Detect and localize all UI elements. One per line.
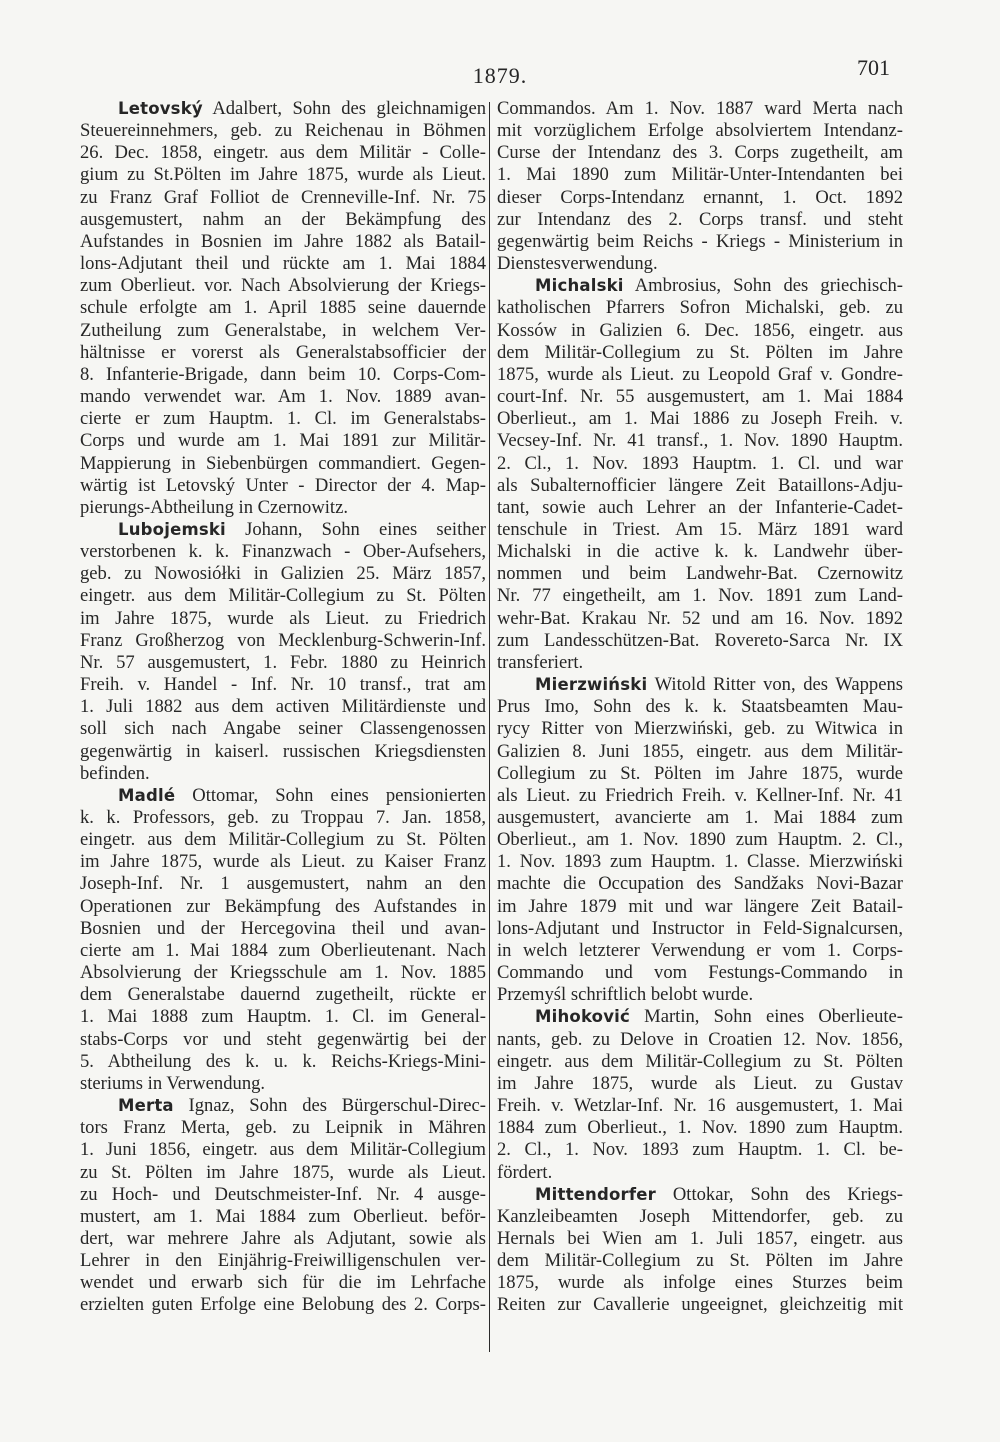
text-line <box>497 342 903 364</box>
line-text: eingetr. aus dem Militär-Collegium zu St. Pölten <box>80 829 486 851</box>
line-text: mando verwendet war. Am 1. Nov. 1889 avan- <box>80 386 486 408</box>
line-text: cierte am 1. Mai 1884 zum Oberlieutenant. Nach <box>80 939 486 961</box>
text-line <box>80 142 486 164</box>
text-line <box>497 475 903 497</box>
entry-first-line <box>80 785 486 807</box>
text-line <box>497 962 903 984</box>
text-line <box>80 1294 486 1316</box>
line-text: wendet und erwarb sich für die im Lehrfache <box>80 1272 486 1294</box>
text-line <box>80 896 486 918</box>
text-line <box>497 563 903 585</box>
line-text: cierte er zum Hauptm. 1. Cl. im Generalstabs- <box>80 408 486 430</box>
text-line <box>497 297 903 319</box>
line-text: 5. Abtheilung des k. u. k. Reichs-Kriegs-Mini- <box>80 1050 486 1072</box>
line-text: Johann, Sohn eines seither <box>225 518 486 540</box>
line-text: Oberlieut., am 1. Nov. 1890 zum Hauptm. 2. Cl., <box>497 829 903 851</box>
line-text: eingetr. aus dem Militär-Collegium zu St. Pölten <box>80 585 486 607</box>
line-text: zu Franz Graf Folliot de Crenneville-Inf. Nr. 75 <box>80 186 486 208</box>
line-text: 1. Mai 1888 zum Hauptm. 1. Cl. im General- <box>80 1006 486 1028</box>
text-line <box>80 696 486 718</box>
text-line <box>497 918 903 940</box>
text-line <box>497 408 903 430</box>
text-line <box>497 829 903 851</box>
line-text: fördert. <box>497 1161 553 1183</box>
line-text: ausgemustert, avancierte am 1. Mai 1884 zum <box>497 807 903 828</box>
text-line <box>80 763 486 785</box>
text-line <box>80 741 486 763</box>
text-line <box>497 940 903 962</box>
text-line <box>80 320 486 342</box>
text-line <box>497 120 903 142</box>
entry-name: Mihoković <box>535 1007 631 1027</box>
line-text: Martin, Sohn eines Oberlieute- <box>630 1006 903 1028</box>
line-text: nommen und beim Landwehr-Bat. Czernowitz <box>497 563 903 585</box>
text-line <box>497 585 903 607</box>
line-text: erzielten guten Erfolge eine Belobung des 2. Corps- <box>80 1294 486 1316</box>
text-line <box>497 1095 903 1117</box>
line-text: 26. Dec. 1858, eingetr. aus dem Militär - Colle- <box>80 142 486 164</box>
text-line <box>80 497 486 519</box>
line-text: wehr-Bat. Krakau Nr. 52 und am 16. Nov. 1892 <box>497 607 903 629</box>
line-text: Operationen zur Bekämpfung des Aufstandes in <box>80 895 486 917</box>
line-text: tant, sowie auch Lehrer an der Infanterie-Cadet- <box>497 496 903 518</box>
text-line <box>80 1006 486 1028</box>
line-text: zur Intendanz des 2. Corps transf. und steht <box>497 208 903 230</box>
text-line <box>497 1250 903 1272</box>
text-line <box>497 873 903 895</box>
entry-name: Letovský <box>118 99 203 118</box>
text-line <box>497 1117 903 1139</box>
line-text: Ambrosius, Sohn des griechisch- <box>623 275 903 297</box>
line-text: 1875, wurde als Lieut. zu Leopold Graf v. Gondre- <box>497 363 903 385</box>
line-text: Nr. 77 eingetheilt, am 1. Nov. 1891 zum Land- <box>497 585 903 607</box>
line-text: schule erfolgte am 1. April 1885 seine dauernde <box>80 297 486 319</box>
text-line <box>80 851 486 873</box>
line-text: 2. Cl., 1. Nov. 1893 zum Hauptm. 1. Cl. be- <box>497 1139 903 1161</box>
line-text: Ottokar, Sohn des Kriegs- <box>655 1183 903 1205</box>
text-line <box>80 718 486 740</box>
entry-first-line <box>497 1006 903 1028</box>
line-text: Kossów in Galizien 6. Dec. 1856, eingetr. aus <box>497 319 903 341</box>
line-text: tenschule in Triest. Am 15. März 1891 ward <box>497 518 903 540</box>
text-line <box>497 896 903 918</box>
line-text: Oberlieut., am 1. Mai 1886 zu Joseph Freih. v. <box>497 408 903 430</box>
line-text: zu St. Pölten im Jahre 1875, wurde als Lieut. <box>80 1161 486 1183</box>
line-text: rycy Ritter von Mierzwiński, geb. zu Witwica in <box>497 718 903 740</box>
line-text: Corps und wurde am 1. Mai 1891 zur Militär- <box>80 430 486 452</box>
text-line <box>497 984 903 1006</box>
line-text: steriums in Verwendung. <box>80 1072 266 1094</box>
line-text: 2. Cl., 1. Nov. 1893 Hauptm. 1. Cl. und war <box>497 452 903 474</box>
text-line <box>497 430 903 452</box>
entry-name: Michalski <box>535 276 624 296</box>
text-line <box>497 453 903 475</box>
line-text: 1. Mai 1890 zum Militär-Unter-Intendanten bei <box>497 164 903 186</box>
entry-name: Mittendorfer <box>535 1184 656 1204</box>
entry-first-line <box>497 674 903 696</box>
text-line <box>80 1184 486 1206</box>
line-text: Prus Imo, Sohn des k. k. Staatsbeamten Mau- <box>497 696 903 718</box>
line-text: im Jahre 1875, wurde als Lieut. zu Friedrich <box>80 607 486 629</box>
line-text: Steuereinnehmers, geb. zu Reichenau in Böhmen <box>80 120 486 142</box>
line-text: dert, war mehrere Jahre als Adjutant, sowie als <box>80 1227 486 1249</box>
line-text: soll sich nach Angabe seiner Classengenossen <box>80 718 486 740</box>
text-line <box>80 630 486 652</box>
entry-first-line <box>80 519 486 541</box>
line-text: im Jahre 1875, wurde als Lieut. zu Gustav <box>497 1072 903 1094</box>
text-line <box>497 142 903 164</box>
text-line <box>497 1272 903 1294</box>
line-text: Collegium zu St. Pölten im Jahre 1875, wurde <box>497 762 903 784</box>
text-line <box>80 164 486 186</box>
line-text: zum Oberlieut. vor. Nach Absolvierung der Kriegs- <box>80 275 486 297</box>
line-text: tors Franz Merta, geb. zu Leipnik in Mähren <box>80 1117 486 1139</box>
text-line <box>80 940 486 962</box>
line-text: court-Inf. Nr. 55 ausgemustert, am 1. Mai 1884 <box>497 386 903 408</box>
text-line <box>80 231 486 253</box>
text-line <box>80 475 486 497</box>
text-line <box>80 1206 486 1228</box>
text-line <box>80 253 486 275</box>
text-line <box>497 1139 903 1161</box>
line-text: 1. Juni 1856, eingetr. aus dem Militär-Collegium <box>80 1139 486 1161</box>
text-line <box>80 342 486 364</box>
line-text: pierungs-Abtheilung in Czernowitz. <box>80 496 349 518</box>
text-line <box>80 807 486 829</box>
line-text: Commandos. Am 1. Nov. 1887 ward Merta nach <box>497 98 903 119</box>
text-line <box>80 918 486 940</box>
text-line <box>80 120 486 142</box>
line-text: Lehrer in den Einjährig-Freiwilligenschulen ver- <box>80 1250 486 1272</box>
text-line <box>80 984 486 1006</box>
line-text: Hernals bei Wien am 1. Juli 1857, eingetr. aus <box>497 1227 903 1249</box>
text-line <box>80 962 486 984</box>
entry-first-line <box>80 98 486 120</box>
column-divider <box>489 102 490 1352</box>
line-text: nants, geb. zu Delove in Croatien 12. Nov. 1856, <box>497 1028 903 1050</box>
text-line <box>497 741 903 763</box>
text-line <box>80 674 486 696</box>
text-line <box>497 1228 903 1250</box>
text-line <box>80 1272 486 1294</box>
line-text: Zutheilung zum Generalstabe, in welchem Ver- <box>80 319 486 341</box>
text-line <box>497 718 903 740</box>
text-line <box>80 187 486 209</box>
entry-name: Mierzwiński <box>535 675 648 695</box>
line-text: mustert, am 1. Mai 1884 zum Oberlieut. beför- <box>80 1205 486 1227</box>
text-line <box>80 829 486 851</box>
text-line <box>80 386 486 408</box>
line-text: Vecsey-Inf. Nr. 41 transf., 1. Nov. 1890 Hauptm. <box>497 430 903 452</box>
line-text: 1875, wurde als infolge eines Sturzes beim <box>497 1272 903 1294</box>
line-text: wärtig ist Letovský Unter - Director der 4. Map- <box>80 474 486 496</box>
line-text: hältnisse er vorerst als Generalstabsofficier der <box>80 341 486 363</box>
line-text: Franz Großherzog von Mecklenburg-Schwerin-Inf. <box>80 629 486 651</box>
text-line <box>497 98 903 120</box>
line-text: dem Militär-Collegium zu St. Pölten im Jahre <box>497 341 903 363</box>
line-text: Aufstandes in Bosnien im Jahre 1882 als Batail- <box>80 230 486 252</box>
line-text: k. k. Professors, geb. zu Troppau 7. Jan. 1858, <box>80 807 486 828</box>
line-text: geb. zu Nowosiółki in Galizien 25. März 1857, <box>80 563 486 585</box>
entry-name: Madlé <box>118 785 176 805</box>
line-text: Michalski in die active k. k. Landwehr über- <box>497 541 903 563</box>
text-line <box>80 364 486 386</box>
line-text: 1. Juli 1882 aus dem activen Militärdienste und <box>80 696 486 718</box>
line-text: als Subalternofficier längere Zeit Bataillons-Adju- <box>497 474 903 496</box>
text-line <box>80 1029 486 1051</box>
line-text: dem Militär-Collegium zu St. Pölten im Jahre <box>497 1250 903 1272</box>
line-text: Freih. v. Wetzlar-Inf. Nr. 16 ausgemustert, 1. Mai <box>497 1095 903 1117</box>
line-text: zum Landesschützen-Bat. Rovereto-Sarca Nr. IX <box>497 629 903 651</box>
line-text: zu Hoch- und Deutschmeister-Inf. Nr. 4 ausge- <box>80 1183 486 1205</box>
line-text: mit vorzüglichem Erfolge absolviertem Intendanz- <box>497 120 903 142</box>
line-text: transferiert. <box>497 651 584 673</box>
text-line <box>80 453 486 475</box>
text-line <box>497 386 903 408</box>
entry-name: Lubojemski <box>118 519 226 539</box>
line-text: Reiten zur Cavallerie ungeeignet, gleichzeitig mit <box>497 1294 903 1316</box>
line-text: eingetr. aus dem Militär-Collegium zu St. Pölten <box>497 1050 903 1072</box>
text-line <box>497 630 903 652</box>
line-text: Joseph-Inf. Nr. 1 ausgemustert, nahm an den <box>80 873 486 895</box>
line-text: machte die Occupation des Sandžaks Novi-Bazar <box>497 873 903 895</box>
text-line <box>80 209 486 231</box>
line-text: Kanzleibeamten Joseph Mittendorfer, geb. zu <box>497 1205 903 1227</box>
text-line <box>497 763 903 785</box>
text-line <box>80 563 486 585</box>
line-text: dem Generalstabe dauernd zugetheilt, rückte er <box>80 984 486 1006</box>
text-line <box>80 652 486 674</box>
line-text: lons-Adjutant und Instructor in Feld-Signalcursen, <box>497 917 903 939</box>
line-text: katholischen Pfarrers Sofron Michalski, geb. zu <box>497 297 903 319</box>
line-text: gium zu St.Pölten im Jahre 1875, wurde als Lieut. <box>80 164 486 186</box>
text-line <box>497 541 903 563</box>
line-text: Commando und vom Festungs-Commando in <box>497 962 903 984</box>
text-line <box>497 497 903 519</box>
text-line <box>497 253 903 275</box>
text-line <box>497 1051 903 1073</box>
text-line <box>497 209 903 231</box>
right-text-column <box>497 98 903 1317</box>
line-text: Absolvierung der Kriegsschule am 1. Nov. 1885 <box>80 962 486 984</box>
text-line <box>497 1029 903 1051</box>
text-line <box>497 807 903 829</box>
text-line <box>80 541 486 563</box>
line-text: Mappierung in Siebenbürgen commandiert. Gegen- <box>80 452 486 474</box>
text-line <box>497 187 903 209</box>
line-text: gegenwärtig beim Reichs - Kriegs - Ministerium in <box>497 230 903 252</box>
text-line <box>80 873 486 895</box>
line-text: Adalbert, Sohn des gleichnamigen <box>202 98 486 119</box>
text-line <box>497 320 903 342</box>
text-line <box>497 608 903 630</box>
text-line <box>80 1117 486 1139</box>
line-text: stabs-Corps vor und steht gegenwärtig bei der <box>80 1028 486 1050</box>
line-text: lons-Adjutant theil und rückte am 1. Mai 1884 <box>80 253 486 275</box>
text-line <box>80 430 486 452</box>
text-line <box>497 1206 903 1228</box>
line-text: Curse der Intendanz des 3. Corps zugetheilt, am <box>497 142 903 164</box>
text-line <box>497 164 903 186</box>
line-text: Galizien 8. Juni 1855, eingetr. aus dem Militär- <box>497 740 903 762</box>
left-text-column <box>80 98 486 1317</box>
text-line <box>497 851 903 873</box>
line-text: im Jahre 1879 mit und war längere Zeit Batail- <box>497 895 903 917</box>
text-line <box>80 408 486 430</box>
line-text: ausgemustert, nahm an der Bekämpfung des <box>80 208 486 230</box>
line-text: Przemyśl schriftlich belobt wurde. <box>497 984 754 1006</box>
line-text: Freih. v. Handel - Inf. Nr. 10 transf., trat am <box>80 674 486 696</box>
line-text: als Lieut. zu Friedrich Freih. v. Kellner-Inf. Nr. 41 <box>497 784 903 806</box>
text-line <box>80 1250 486 1272</box>
text-line <box>497 1294 903 1316</box>
text-line <box>80 275 486 297</box>
line-text: dieser Corps-Intendanz ernannt, 1. Oct. 1892 <box>497 186 903 208</box>
text-line <box>497 785 903 807</box>
text-line <box>497 364 903 386</box>
line-text: Bosnien und der Hercegovina theil und avan- <box>80 917 486 939</box>
entry-name: Merta <box>118 1096 174 1116</box>
line-text: Nr. 57 ausgemustert, 1. Febr. 1880 zu Heinrich <box>80 651 486 673</box>
text-line <box>497 1073 903 1095</box>
text-line <box>497 1162 903 1184</box>
text-line <box>80 1073 486 1095</box>
line-text: 1884 zum Oberlieut., 1. Nov. 1890 zum Hauptm. <box>497 1117 903 1139</box>
text-line <box>80 1162 486 1184</box>
text-line <box>80 585 486 607</box>
line-text: gegenwärtig in kaiserl. russischen Kriegsdiensten <box>80 740 486 762</box>
page-number: 701 <box>857 55 890 80</box>
text-line <box>497 652 903 674</box>
text-line <box>80 1228 486 1250</box>
line-text: in welch letzterer Verwendung er vom 1. Corps- <box>497 939 903 961</box>
entry-first-line <box>497 1184 903 1206</box>
line-text: 1. Nov. 1893 zum Hauptm. 1. Classe. Mierzwiński <box>497 851 903 873</box>
line-text: Witold Ritter von, des Wappens <box>647 674 903 696</box>
text-line <box>497 696 903 718</box>
text-line <box>497 519 903 541</box>
line-text: befinden. <box>80 762 150 784</box>
text-line <box>80 297 486 319</box>
text-line <box>497 231 903 253</box>
text-line <box>80 1139 486 1161</box>
line-text: im Jahre 1875, wurde als Lieut. zu Kaiser Franz <box>80 851 486 873</box>
text-line <box>80 1051 486 1073</box>
line-text: Dienstesverwendung. <box>497 253 658 275</box>
line-text: 8. Infanterie-Brigade, dann beim 10. Corps-Com- <box>80 363 486 385</box>
entry-first-line <box>80 1095 486 1117</box>
text-line <box>80 608 486 630</box>
line-text: Ottomar, Sohn eines pensionierten <box>175 784 486 806</box>
line-text: Ignaz, Sohn des Bürgerschul-Direc- <box>173 1095 486 1117</box>
running-header-year: 1879. <box>472 63 528 88</box>
entry-first-line <box>497 275 903 297</box>
line-text: verstorbenen k. k. Finanzwach - Ober-Aufsehers, <box>80 541 486 563</box>
